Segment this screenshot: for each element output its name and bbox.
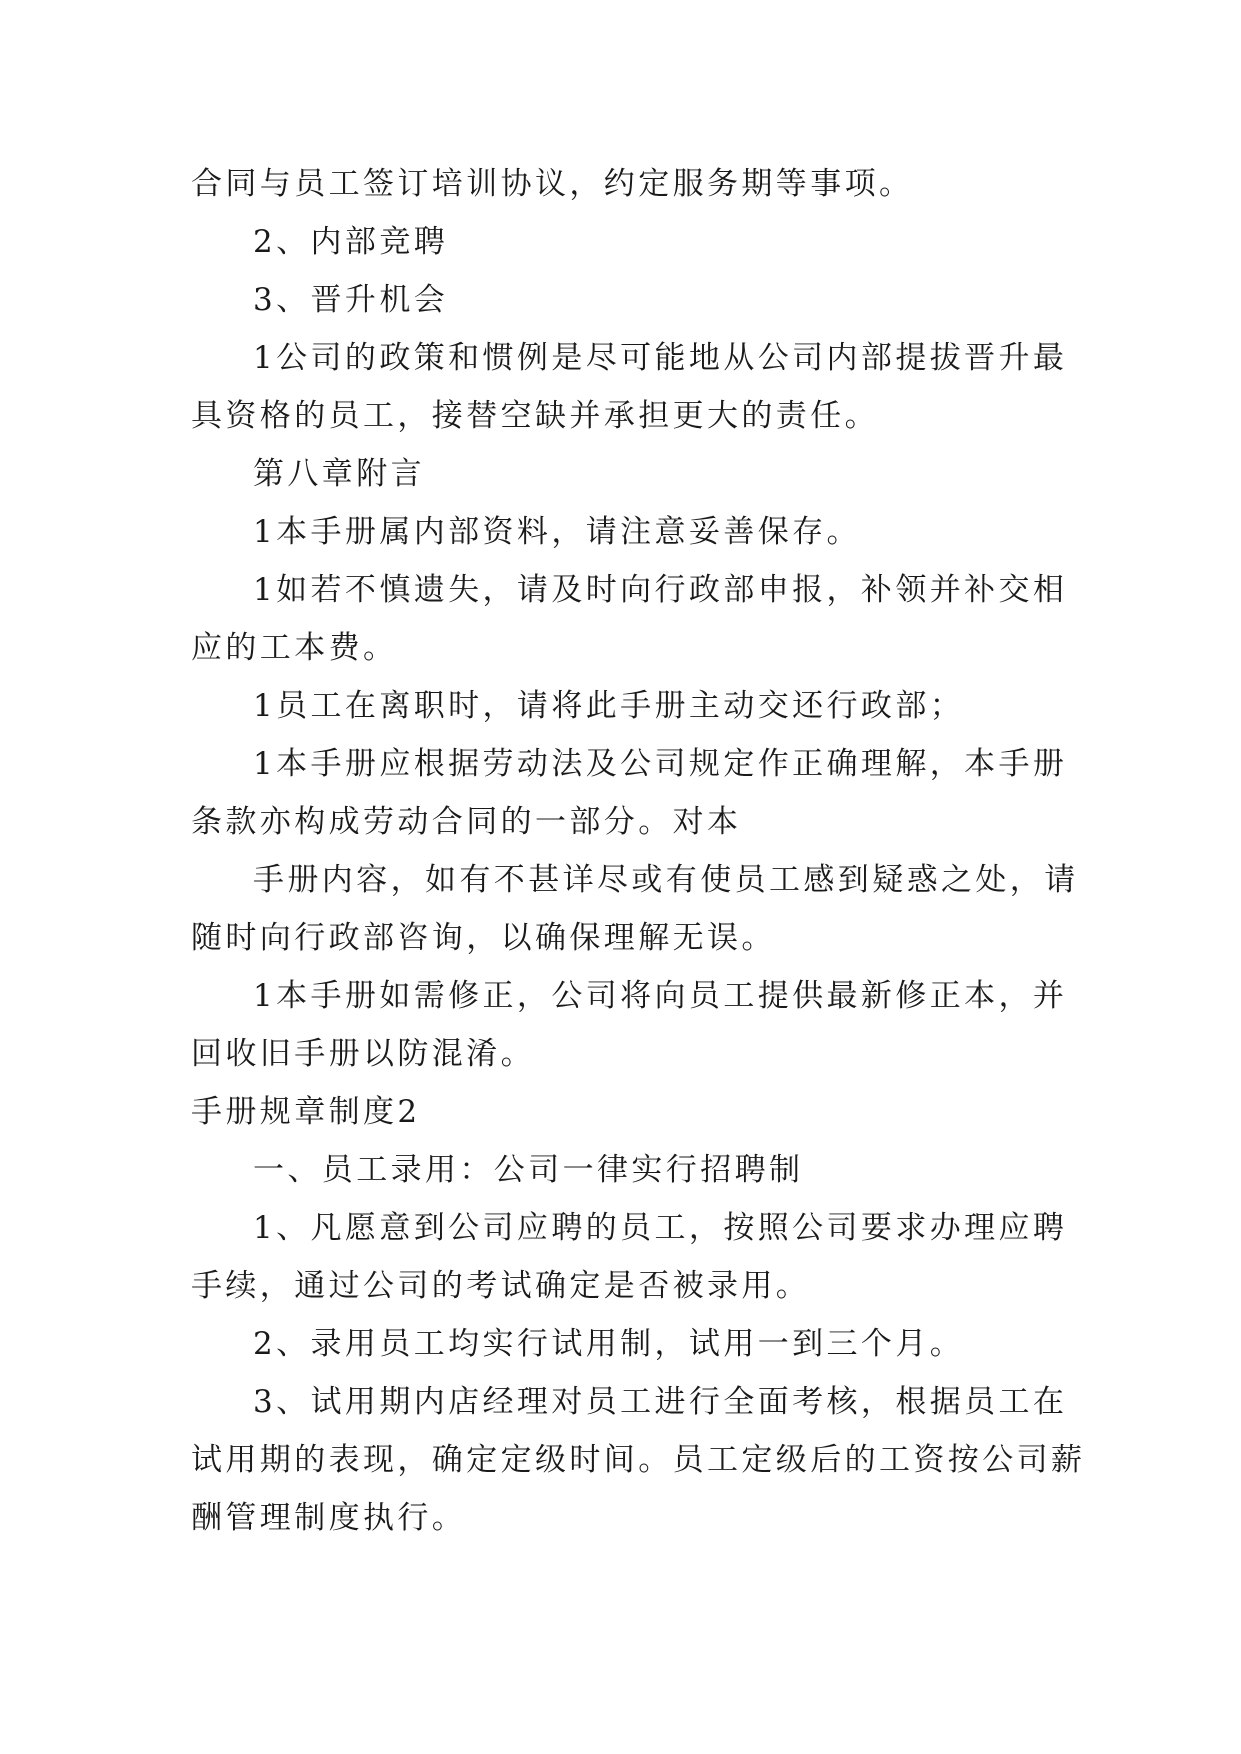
text-line: 1本手册应根据劳动法及公司规定作正确理解，本手册 [253, 746, 1068, 782]
text-line: 合同与员工签订培训协议，约定服务期等事项。 [191, 166, 914, 202]
text-line: 1公司的政策和惯例是尽可能地从公司内部提拔晋升最 [253, 340, 1068, 376]
text-line: 3、试用期内店经理对员工进行全面考核，根据员工在 [253, 1384, 1068, 1420]
text-line: 2、内部竞聘 [253, 224, 449, 260]
text-line: 1、凡愿意到公司应聘的员工，按照公司要求办理应聘 [253, 1210, 1068, 1246]
section-heading: 一、员工录用：公司一律实行招聘制 [253, 1152, 804, 1188]
text-line: 条款亦构成劳动合同的一部分。对本 [191, 804, 742, 840]
text-line: 1员工在离职时，请将此手册主动交还行政部； [253, 688, 965, 724]
text-line: 手册内容，如有不甚详尽或有使员工感到疑惑之处，请 [253, 862, 1079, 898]
document-title: 手册规章制度2 [191, 1094, 421, 1130]
text-line: 3、晋升机会 [253, 282, 449, 318]
text-line: 具资格的员工，接替空缺并承担更大的责任。 [191, 398, 879, 434]
text-line: 试用期的表现，确定定级时间。员工定级后的工资按公司薪 [191, 1442, 1086, 1478]
text-line: 1本手册如需修正，公司将向员工提供最新修正本，并 [253, 978, 1068, 1014]
text-line: 应的工本费。 [191, 630, 398, 666]
text-line: 1如若不慎遗失，请及时向行政部申报，补领并补交相 [253, 572, 1068, 608]
text-line: 2、录用员工均实行试用制，试用一到三个月。 [253, 1326, 965, 1362]
text-line: 随时向行政部咨询，以确保理解无误。 [191, 920, 776, 956]
text-line: 手续，通过公司的考试确定是否被录用。 [191, 1268, 811, 1304]
text-line: 回收旧手册以防混淆。 [191, 1036, 535, 1072]
section-heading: 第八章附言 [253, 456, 425, 492]
text-line: 1本手册属内部资料，请注意妥善保存。 [253, 514, 861, 550]
text-line: 酬管理制度执行。 [191, 1500, 467, 1536]
